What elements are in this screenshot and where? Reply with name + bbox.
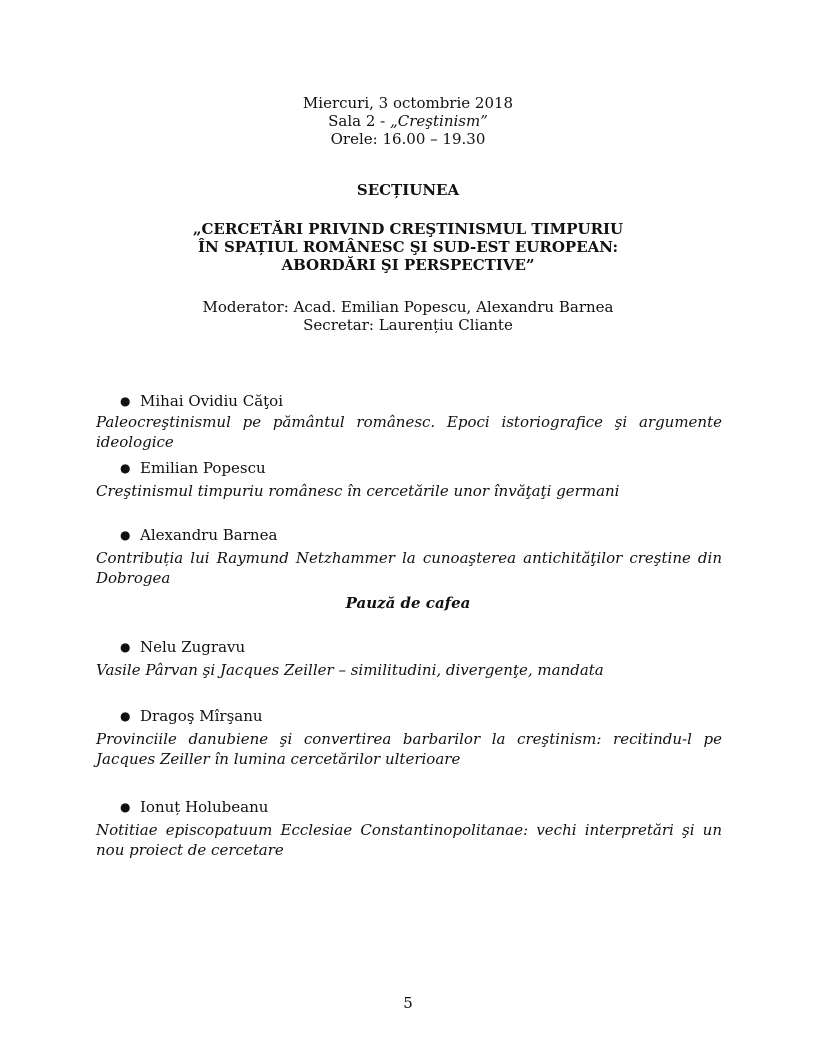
page-number: 5: [403, 994, 413, 1012]
bullet-icon: ●: [120, 461, 131, 475]
bullet-icon: ●: [120, 528, 131, 542]
bullet-icon: ●: [120, 640, 131, 654]
talk-title: Vasile Pârvan şi Jacques Zeiller – similitudini, divergenţe, mandata: [96, 661, 604, 679]
bullet-icon: ●: [120, 709, 131, 723]
speaker-name: Alexandru Barnea: [140, 526, 278, 544]
session-date: Miercuri, 3 octombrie 2018: [302, 94, 514, 112]
talk-speaker: [120, 526, 277, 544]
session-hours: Orele: 16.00 – 19.30: [330, 130, 486, 148]
venue-name: „Creştinism”: [390, 112, 488, 130]
coffee-break-label: Pauză de cafea: [345, 594, 471, 612]
section-title-line: ÎN SPAȚIUL ROMÂNESC ŞI SUD-EST EUROPEAN:: [198, 238, 618, 256]
talk-speaker: [120, 798, 268, 816]
moderator-line: Moderator: Acad. Emilian Popescu, Alexandru Barnea: [202, 298, 614, 316]
session-venue: [0, 112, 816, 130]
talk-speaker: [120, 638, 245, 656]
venue-prefix: Sala 2 -: [328, 112, 390, 130]
session-header: [0, 94, 816, 148]
section-title-line: „CERCETĂRI PRIVIND CREŞTINISMUL TIMPURIU: [192, 220, 624, 238]
section-label: SECȚIUNEA: [356, 181, 460, 199]
speaker-name: Ionuț Holubeanu: [140, 798, 269, 816]
talk-speaker: [120, 707, 263, 725]
talk-title: Contribuția lui Raymund Netzhammer la cunoaşterea antichităţilor creştine din Dobrogea: [96, 549, 722, 587]
speaker-name: Nelu Zugravu: [140, 638, 246, 656]
bullet-icon: ●: [120, 800, 131, 814]
bullet-icon: ●: [120, 394, 131, 408]
section-title: [0, 220, 816, 274]
talk-title: Paleocreştinismul pe pământul românesc. Epoci istoriografice şi argumente ideologice: [96, 413, 722, 451]
talk-title: Notitiae episcopatuum Ecclesiae Constantinopolitanae: vechi interpretări şi un nou proiect de cercetare: [96, 821, 722, 859]
session-roles: [0, 298, 816, 334]
talk-speaker: [120, 459, 266, 477]
speaker-name: Emilian Popescu: [140, 459, 266, 477]
talk-title: Creştinismul timpuriu românesc în cercetările unor învăţaţi germani: [96, 482, 620, 500]
talk-title: Provinciile danubiene şi convertirea barbarilor la creştinism: recitindu-l pe Jacques Zeiller în lumina cercetărilor ulterioare: [96, 730, 722, 768]
speaker-name: Dragoş Mîrşanu: [140, 707, 263, 725]
speaker-name: Mihai Ovidiu Căţoi: [140, 392, 283, 410]
talk-speaker: [120, 392, 283, 410]
secretary-line: Secretar: Laurențiu Cliante: [303, 316, 513, 334]
section-title-line: ABORDĂRI ŞI PERSPECTIVE”: [281, 256, 535, 274]
